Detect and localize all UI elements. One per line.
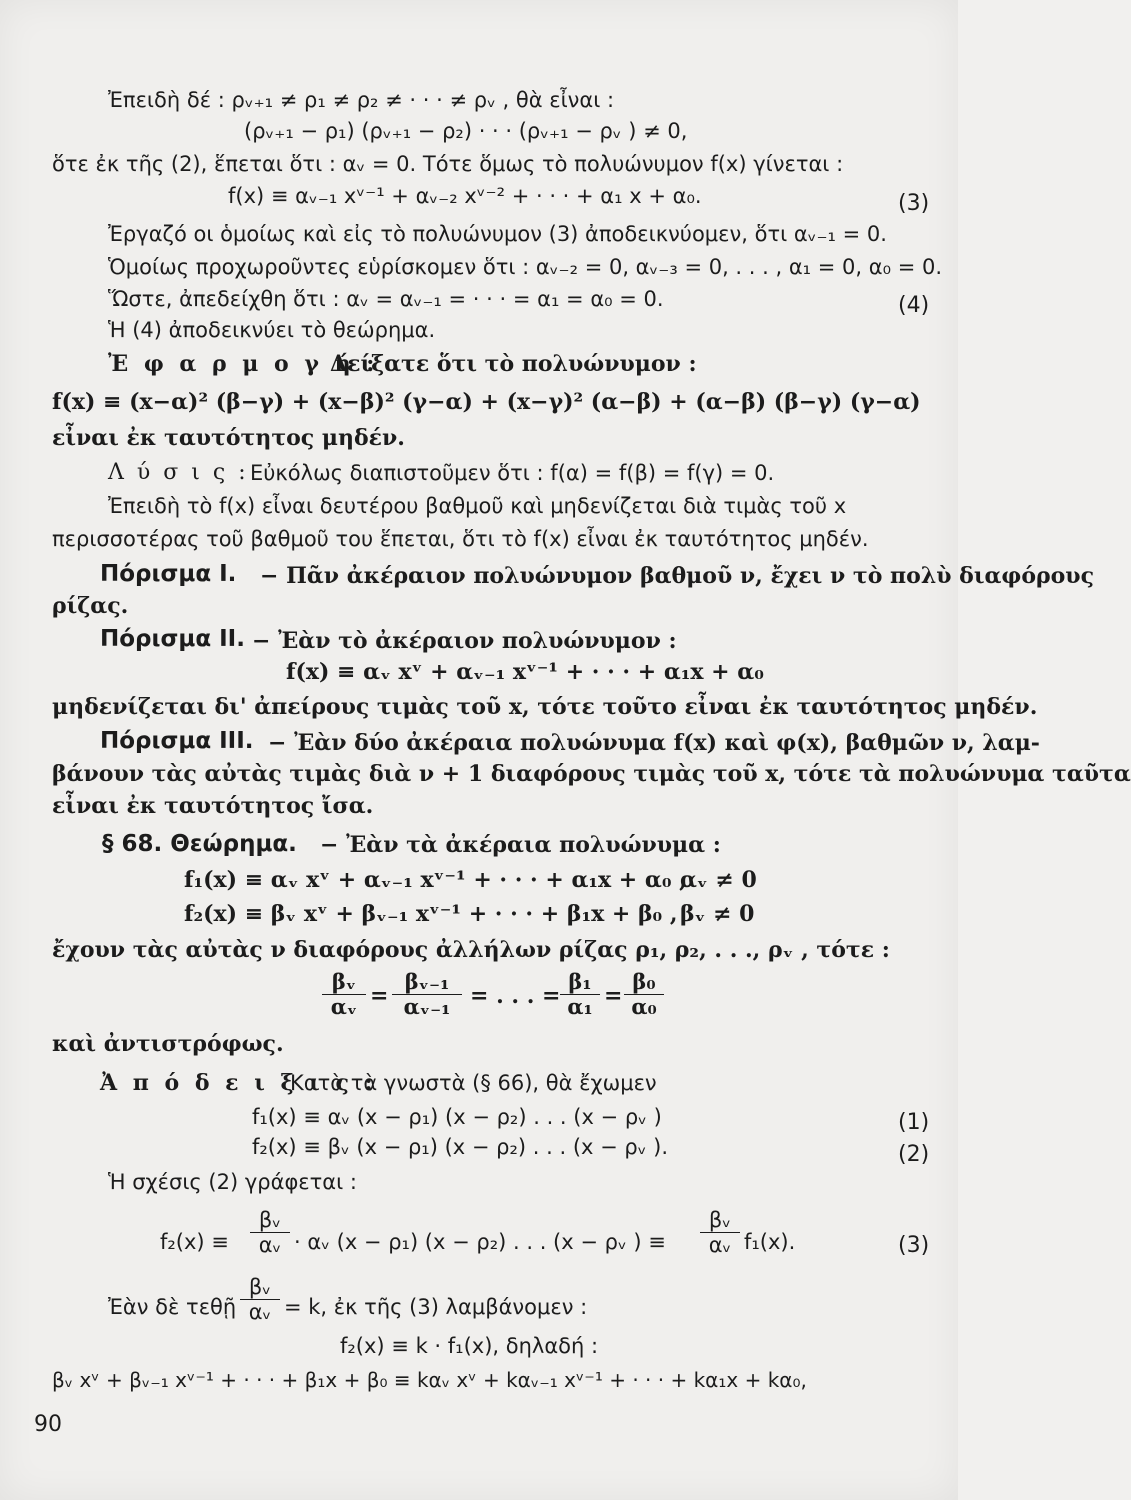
equals-sign: = bbox=[370, 983, 389, 1009]
fraction-denominator: αᵥ bbox=[248, 1300, 272, 1324]
equation-condition: βᵥ ≠ 0 bbox=[680, 901, 755, 927]
text-line: ρίζας. bbox=[52, 593, 129, 619]
text-line: Κατὰ τὰ γνωστὰ (§ 66), θὰ ἔχωμεν bbox=[290, 1071, 657, 1095]
text-line: εἶναι ἐκ ταυτότητος ἴσα. bbox=[52, 793, 374, 819]
equation-line: (ρᵥ₊₁ − ρ₁) (ρᵥ₊₁ − ρ₂) · · · (ρᵥ₊₁ − ρᵥ ) ≠ 0, bbox=[244, 119, 688, 143]
corollary-heading: Πόρισμα ΙΙΙ. bbox=[100, 728, 254, 754]
fraction-numerator: βᵥ bbox=[700, 1208, 740, 1233]
text-line: − Πᾶν ἀκέραιον πολυώνυμον βαθμοῦ ν, ἔχει ν τὸ πολὺ διαφόρους bbox=[260, 563, 1094, 589]
text-line: − Ἐὰν τὸ ἀκέραιον πολυώνυμον : bbox=[252, 628, 677, 654]
theorem-heading: § 68. Θεώρημα. bbox=[102, 831, 297, 857]
text-line: Ἡ σχέσις (2) γράφεται : bbox=[108, 1170, 357, 1194]
fraction bbox=[250, 1208, 290, 1257]
page-number: 90 bbox=[34, 1412, 62, 1437]
text-line: βάνουν τὰς αὐτὰς τιμὰς διὰ ν + 1 διαφόρους τιμὰς τοῦ x, τότε τὰ πολυώνυμα ταῦτα bbox=[52, 761, 1131, 787]
fraction-numerator: βᵥ₋₁ bbox=[392, 970, 462, 995]
equation-line: βᵥ xᵛ + βᵥ₋₁ xᵛ⁻¹ + · · · + β₁x + β₀ ≡ kαᵥ xᵛ + kαᵥ₋₁ xᵛ⁻¹ + · · · + kα₁x + kα₀, bbox=[52, 1368, 807, 1392]
fraction-denominator: αᵥ bbox=[258, 1233, 282, 1257]
text-line: εἶναι ἐκ ταυτότητος μηδέν. bbox=[52, 425, 405, 451]
equation-line: f₂(x) ≡ k · f₁(x), δηλαδή : bbox=[340, 1334, 599, 1358]
text-line: Ὁμοίως προχωροῦντες εὑρίσκομεν ὅτι : αᵥ₋₂ = 0, αᵥ₋₃ = 0, . . . , α₁ = 0, α₀ = 0. bbox=[108, 255, 943, 279]
equation-line: f₂(x) ≡ βᵥ (x − ρ₁) (x − ρ₂) . . . (x − ρᵥ ). bbox=[252, 1135, 669, 1159]
equation-number: (3) bbox=[898, 191, 930, 216]
text-line: περισσοτέρας τοῦ βαθμοῦ του ἕπεται, ὅτι τὸ f(x) εἶναι ἐκ ταυτότητος μηδέν. bbox=[52, 527, 869, 551]
text-line: ὅτε ἐκ τῆς (2), ἕπεται ὅτι : αᵥ = 0. Τότε ὅμως τὸ πολυώνυμον f(x) γίνεται : bbox=[52, 152, 844, 176]
fraction-denominator: αᵥ bbox=[708, 1233, 732, 1257]
text-line: Ἐὰν δὲ τεθῇ bbox=[108, 1295, 237, 1319]
equation-line: f₁(x). bbox=[744, 1230, 796, 1254]
equals-chain: = . . . = bbox=[470, 983, 561, 1009]
fraction bbox=[322, 970, 366, 1019]
text-line: Ὥστε, ἀπεδείχθη ὅτι : αᵥ = αᵥ₋₁ = · · · = α₁ = α₀ = 0. bbox=[108, 287, 664, 311]
text-line: − Ἐὰν τὰ ἀκέραια πολυώνυμα : bbox=[320, 832, 721, 858]
corollary-heading: Πόρισμα ΙΙ. bbox=[100, 626, 245, 652]
equation-number: (3) bbox=[898, 1233, 930, 1258]
fraction bbox=[700, 1208, 740, 1257]
fraction bbox=[624, 970, 664, 1019]
text-line: Ἐργαζό οι ὁμοίως καὶ εἰς τὸ πολυώνυμον (3) ἀποδεικνύομεν, ὅτι αᵥ₋₁ = 0. bbox=[108, 222, 887, 246]
fraction-numerator: βᵥ bbox=[250, 1208, 290, 1233]
equation-line: f₁(x) ≡ αᵥ xᵛ + αᵥ₋₁ xᵛ⁻¹ + · · · + α₁x + α₀ , bbox=[184, 867, 687, 893]
equation-line: · αᵥ (x − ρ₁) (x − ρ₂) . . . (x − ρᵥ ) ≡ bbox=[294, 1230, 666, 1254]
equation-line: f(x) ≡ αᵥ₋₁ xᵛ⁻¹ + αᵥ₋₂ xᵛ⁻² + · · · + α₁ x + α₀. bbox=[228, 184, 702, 208]
equation-line: f₂(x) ≡ βᵥ xᵛ + βᵥ₋₁ xᵛ⁻¹ + · · · + β₁x + β₀ , bbox=[184, 901, 678, 927]
fraction bbox=[560, 970, 600, 1019]
text-line: Ἡ (4) ἀποδεικνύει τὸ θεώρημα. bbox=[108, 318, 436, 342]
equation-condition: αᵥ ≠ 0 bbox=[680, 867, 757, 893]
equation-line: f(x) ≡ αᵥ xᵛ + αᵥ₋₁ xᵛ⁻¹ + · · · + α₁x + α₀ bbox=[286, 659, 764, 685]
equation-line: f₁(x) ≡ αᵥ (x − ρ₁) (x − ρ₂) . . . (x − ρᵥ ) bbox=[252, 1105, 662, 1129]
fraction-numerator: β₀ bbox=[624, 970, 664, 995]
equals-sign: = bbox=[604, 983, 623, 1009]
text-line: = k, ἐκ τῆς (3) λαμβάνομεν : bbox=[284, 1295, 588, 1319]
proof-label: Ἀ π ό δ ε ι ξ ι ς : bbox=[100, 1070, 377, 1096]
fraction-numerator: βᵥ bbox=[322, 970, 366, 995]
text-line: ἔχουν τὰς αὐτὰς ν διαφόρους ἀλλήλων ρίζας ρ₁, ρ₂, . . ., ρᵥ , τότε : bbox=[52, 937, 890, 963]
corollary-heading: Πόρισμα Ι. bbox=[100, 561, 237, 587]
fraction bbox=[240, 1275, 280, 1324]
fraction-numerator: β₁ bbox=[560, 970, 600, 995]
text-line: μηδενίζεται δι' ἀπείρους τιμὰς τοῦ x, τότε τοῦτο εἶναι ἐκ ταυτότητος μηδέν. bbox=[52, 694, 1038, 720]
text-line: − Ἐὰν δύο ἀκέραια πολυώνυμα f(x) καὶ φ(x), βαθμῶν ν, λαμ- bbox=[268, 730, 1040, 756]
equation-line: f₂(x) ≡ bbox=[160, 1230, 229, 1254]
text-line: Ἐπειδὴ δέ : ρᵥ₊₁ ≠ ρ₁ ≠ ρ₂ ≠ · · · ≠ ρᵥ , θὰ εἶναι : bbox=[108, 88, 615, 112]
equation-number: (1) bbox=[898, 1110, 930, 1135]
fraction bbox=[392, 970, 462, 1019]
text-line: Εὐκόλως διαπιστοῦμεν ὅτι : f(α) = f(β) = f(γ) = 0. bbox=[250, 461, 775, 485]
fraction-numerator: βᵥ bbox=[240, 1275, 280, 1300]
fraction-denominator: α₁ bbox=[567, 994, 593, 1019]
fraction-denominator: αᵥ bbox=[330, 994, 358, 1019]
text-line: Δείξατε ὅτι τὸ πολυώνυμον : bbox=[330, 351, 697, 377]
text-line: Ἐπειδὴ τὸ f(x) εἶναι δευτέρου βαθμοῦ καὶ μηδενίζεται διὰ τιμὰς τοῦ x bbox=[108, 494, 847, 518]
equation-number: (2) bbox=[898, 1142, 930, 1167]
application-label: Ἐ φ α ρ μ ο γ ή : bbox=[108, 351, 379, 377]
fraction-denominator: αᵥ₋₁ bbox=[403, 994, 451, 1019]
text-line: καὶ ἀντιστρόφως. bbox=[52, 1031, 284, 1057]
equation-number: (4) bbox=[898, 293, 930, 318]
equation-line: f(x) ≡ (x−α)² (β−γ) + (x−β)² (γ−α) + (x−γ)² (α−β) + (α−β) (β−γ) (γ−α) bbox=[52, 389, 921, 415]
solution-label: Λ ύ σ ι ς : bbox=[108, 460, 249, 485]
fraction-denominator: α₀ bbox=[631, 994, 657, 1019]
